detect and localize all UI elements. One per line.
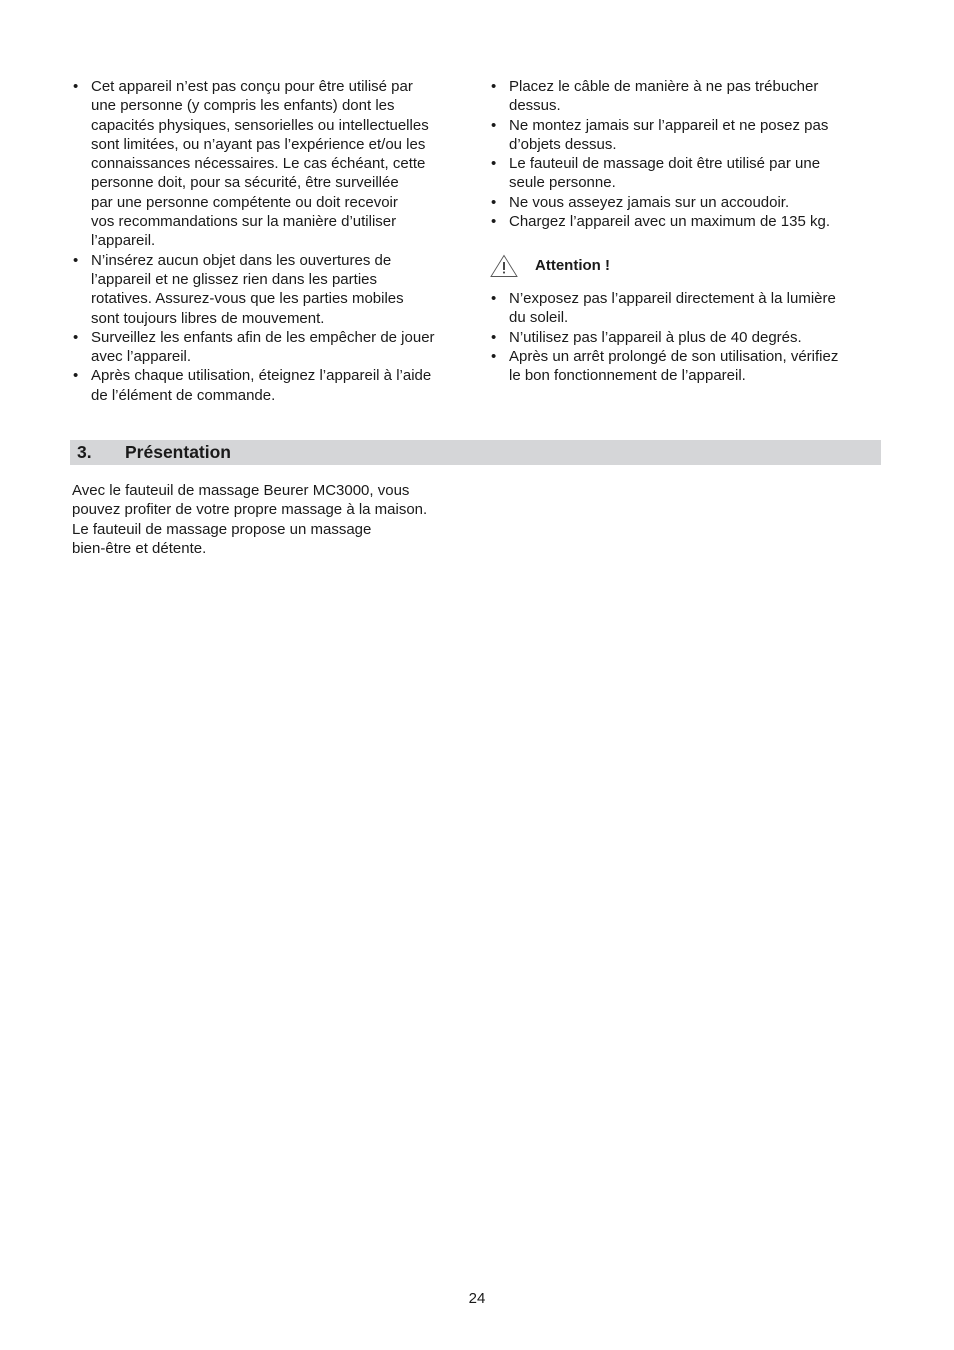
attention-label: Attention !	[535, 257, 610, 275]
line: • N’insérez aucun objet dans les ouvertures de	[91, 251, 392, 269]
attention-list	[490, 289, 875, 385]
list-item	[72, 328, 464, 367]
list-item	[72, 77, 464, 251]
safety-list-left	[72, 77, 464, 405]
line: • Surveillez les enfants afin de les empêcher de jouer	[91, 328, 435, 346]
line: • N’exposez pas l’appareil directement à la lumière	[509, 290, 836, 307]
line: • Après un arrêt prolongé de son utilisation, vérifiez	[509, 347, 839, 365]
line: • N’utilisez pas l’appareil à plus de 40 degrés.	[509, 328, 802, 346]
section-title: Présentation	[125, 441, 231, 462]
line: bien-être et détente.	[72, 539, 207, 557]
list-item	[72, 366, 464, 405]
safety-list-right	[490, 77, 875, 231]
list-item	[490, 193, 875, 212]
list-item	[490, 328, 875, 347]
line: personne doit, pour sa sécurité, être surveillée	[91, 174, 399, 192]
line: l’appareil et ne glissez rien dans les parties	[91, 270, 377, 288]
line: du soleil.	[509, 309, 569, 327]
line: l’appareil.	[91, 232, 156, 250]
line: • Placez le câble de manière à ne pas trébucher	[509, 78, 819, 95]
page-number: 24	[468, 1290, 486, 1307]
line: de l’élément de commande.	[91, 386, 276, 404]
line: • Ne vous asseyez jamais sur un accoudoir.	[509, 193, 790, 211]
line: • Chargez l’appareil avec un maximum de 135 kg.	[509, 213, 830, 231]
line: Avec le fauteuil de massage Beurer MC3000, vous	[72, 482, 410, 499]
line: vos recommandations sur la manière d’utiliser	[91, 213, 397, 231]
line: avec l’appareil.	[91, 348, 192, 366]
list-item	[72, 251, 464, 328]
line: • Cet appareil n’est pas conçu pour être utilisé par	[91, 78, 413, 95]
list-item	[490, 289, 875, 328]
list-item	[490, 77, 875, 116]
line: par une personne compétente ou doit recevoir	[91, 193, 398, 211]
line: dessus.	[509, 97, 561, 115]
line: une personne (y compris les enfants) dont les	[91, 97, 395, 115]
line: le bon fonctionnement de l’appareil.	[509, 367, 746, 385]
section-number: 3.	[77, 441, 92, 462]
line: • Ne montez jamais sur l’appareil et ne posez pas	[509, 116, 829, 134]
intro-paragraph	[72, 481, 472, 558]
line: d’objets dessus.	[509, 135, 617, 153]
list-item	[490, 154, 875, 193]
list-item	[490, 116, 875, 155]
list-item	[490, 347, 875, 386]
line: sont limitées, ou n’ayant pas l’expérience et/ou les	[91, 135, 426, 153]
line: pouvez profiter de votre propre massage à la maison.	[72, 501, 428, 519]
line: capacités physiques, sensorielles ou intellectuelles	[91, 116, 429, 134]
warning-triangle-icon	[490, 254, 518, 278]
line: sont toujours libres de mouvement.	[91, 309, 325, 327]
line: • Après chaque utilisation, éteignez l’appareil à l’aide	[91, 367, 432, 385]
line: seule personne.	[509, 174, 616, 192]
line: connaissances nécessaires. Le cas échéant, cette	[91, 155, 426, 173]
attention-heading	[490, 254, 610, 278]
line: • Le fauteuil de massage doit être utilisé par une	[509, 155, 821, 173]
line: Le fauteuil de massage propose un massage	[72, 520, 372, 538]
list-item	[490, 212, 875, 231]
line: rotatives. Assurez-vous que les parties mobiles	[91, 290, 404, 308]
section-header	[70, 440, 881, 465]
